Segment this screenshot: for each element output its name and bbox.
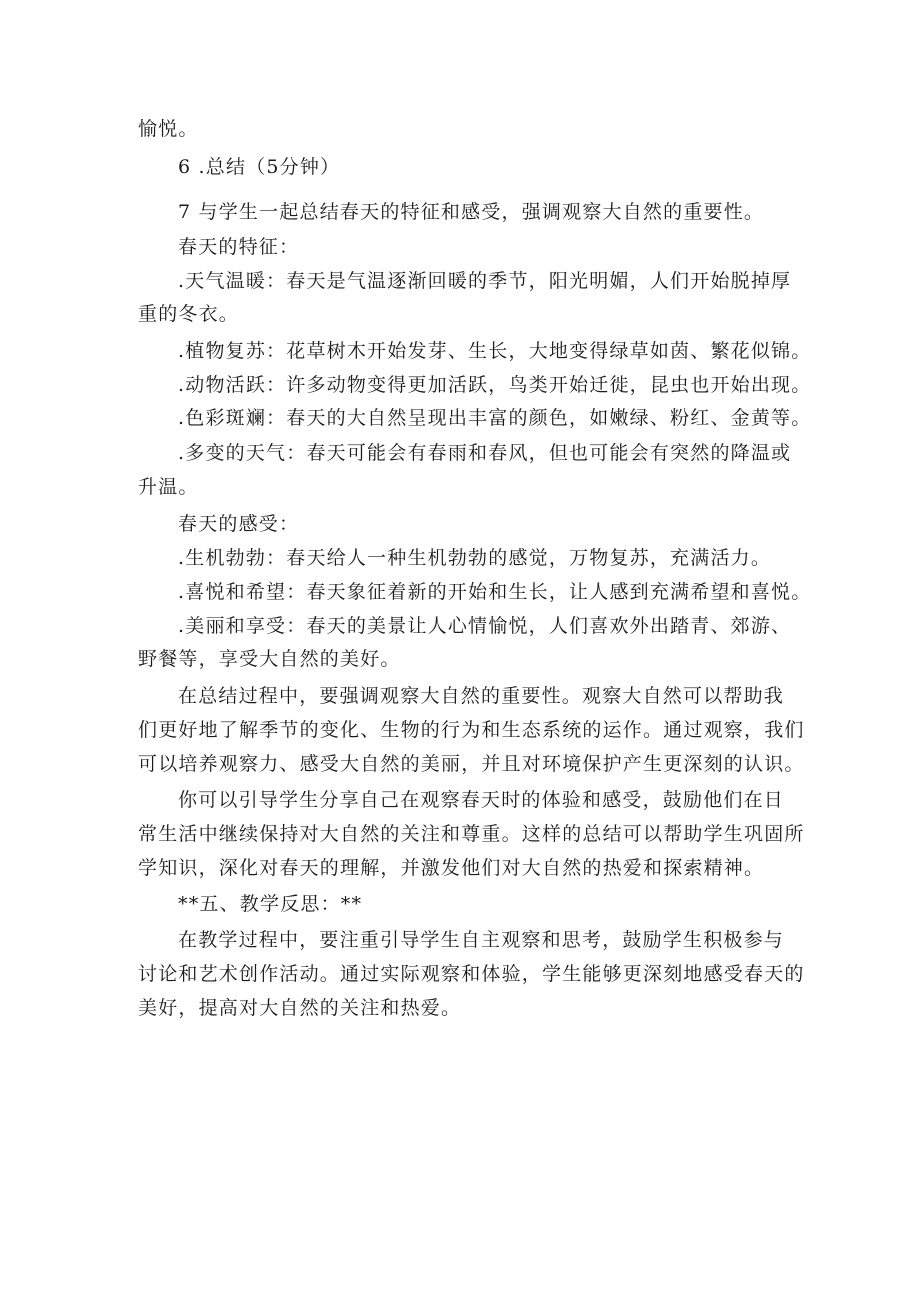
list-item: .动物活跃：许多动物变得更加活跃，鸟类开始迁徙，昆虫也开始出现。 xyxy=(178,374,812,396)
list-item: .色彩斑斓：春天的大自然呈现出丰富的颜色，如嫩绿、粉红、金黄等。 xyxy=(178,407,812,429)
section-heading: **五、教学反思：** xyxy=(178,893,363,915)
list-item: .生机勃勃：春天给人一种生机勃勃的感觉，万物复苏，充满活力。 xyxy=(178,547,772,569)
list-item: .美丽和享受：春天的美景让人心情愉悦，人们喜欢外出踏青、郊游、 xyxy=(178,615,792,637)
list-item-continuation: 重的冬衣。 xyxy=(138,303,240,325)
paragraph-line: 7 与学生一起总结春天的特征和感受，强调观察大自然的重要性。 xyxy=(178,201,765,223)
list-item: .植物复苏：花草树木开始发芽、生长，大地变得绿草如茵、繁花似锦。 xyxy=(178,340,812,362)
list-item-continuation: 升温。 xyxy=(138,476,199,498)
paragraph-line: 讨论和艺术创作活动。通过实际观察和体验，学生能够更深刻地感受春天的 xyxy=(138,963,805,985)
paragraph-line: 愉悦。 xyxy=(138,118,199,140)
paragraph-line: 学知识，深化对春天的理解，并激发他们对大自然的热爱和探索精神。 xyxy=(138,857,765,879)
paragraph-line: 在教学过程中，要注重引导学生自主观察和思考，鼓励学生积极参与 xyxy=(178,929,785,951)
list-item: .喜悦和希望：春天象征着新的开始和生长，让人感到充满希望和喜悦。 xyxy=(178,581,812,603)
paragraph-line: 你可以引导学生分享自己在观察春天时的体验和感受，鼓励他们在日 xyxy=(178,789,785,811)
paragraph-line: 可以培养观察力、感受大自然的美丽，并且对环境保护产生更深刻的认识。 xyxy=(138,753,805,775)
subheading: 春天的特征： xyxy=(178,236,300,258)
paragraph-line: 在总结过程中，要强调观察大自然的重要性。观察大自然可以帮助我 xyxy=(178,685,785,707)
paragraph-line: 们更好地了解季节的变化、生物的行为和生态系统的运作。通过观察，我们 xyxy=(138,719,805,741)
section-heading: 6 .总结（5分钟） xyxy=(178,156,341,178)
list-item: .天气温暖：春天是气温逐渐回暖的季节，阳光明媚，人们开始脱掉厚 xyxy=(178,270,792,292)
list-item: .多变的天气：春天可能会有春雨和春风，但也可能会有突然的降温或 xyxy=(178,442,792,464)
paragraph-line: 美好，提高对大自然的关注和热爱。 xyxy=(138,997,462,1019)
list-item-continuation: 野餐等，享受大自然的美好。 xyxy=(138,648,401,670)
subheading: 春天的感受： xyxy=(178,513,300,535)
paragraph-line: 常生活中继续保持对大自然的关注和尊重。这样的总结可以帮助学生巩固所 xyxy=(138,823,805,845)
